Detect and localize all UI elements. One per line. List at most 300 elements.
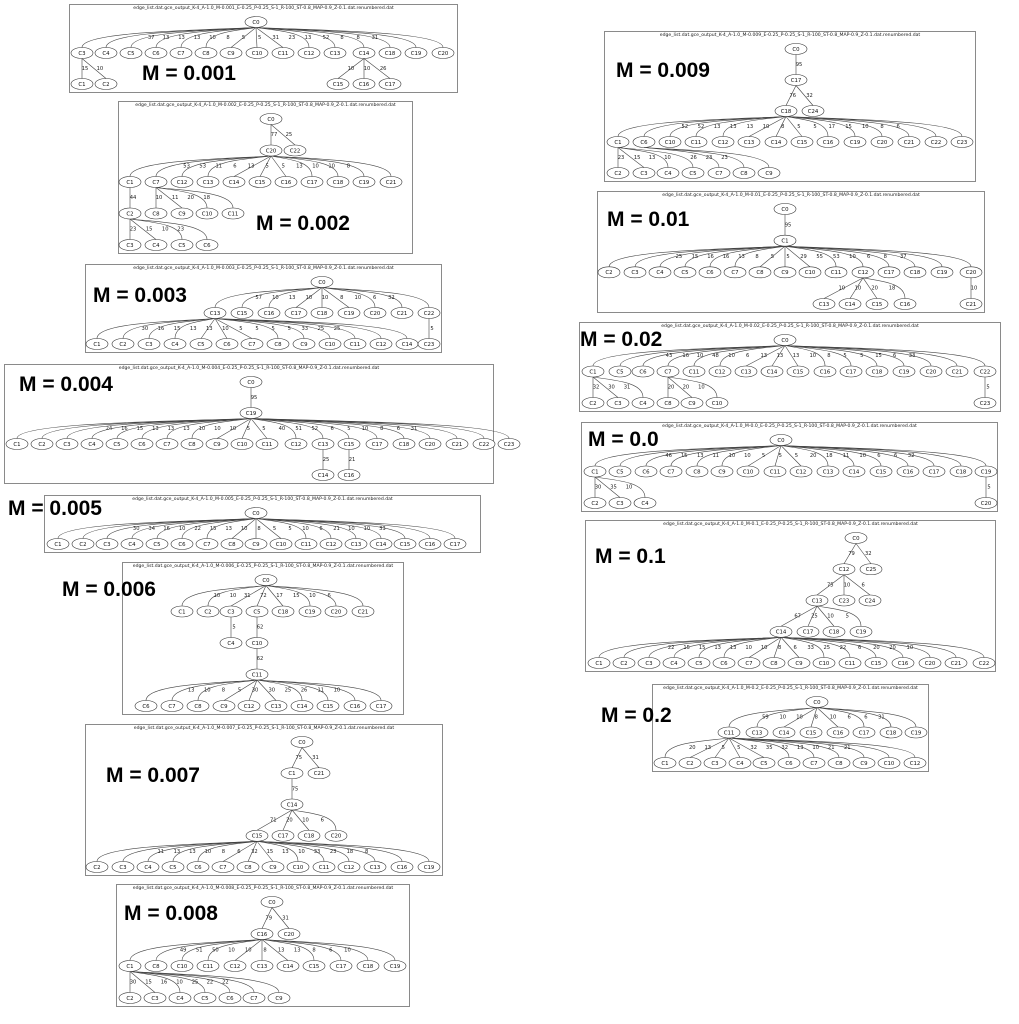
edge xyxy=(256,28,257,48)
svg-text:C3: C3 xyxy=(119,864,127,871)
edge-weight-label: 5 xyxy=(797,123,801,130)
edge-weight-label: 10 xyxy=(363,525,371,532)
community-node-c18 xyxy=(311,308,333,319)
svg-text:C15: C15 xyxy=(870,660,882,667)
edge-weight-label: 13 xyxy=(792,353,800,360)
edge-weight-label: 6 xyxy=(896,123,900,130)
community-node-c14 xyxy=(396,339,418,350)
svg-text:C18: C18 xyxy=(316,310,328,317)
edge-weight-label: 13 xyxy=(162,34,170,41)
edge-weight-label: 40 xyxy=(278,425,286,432)
edge-weight-label: 10 xyxy=(809,353,817,360)
svg-text:C20: C20 xyxy=(369,310,381,317)
svg-text:C0: C0 xyxy=(781,206,789,213)
community-node-c2 xyxy=(584,498,606,509)
edge-weight-label: 25 xyxy=(823,644,831,651)
svg-text:C11: C11 xyxy=(277,50,289,57)
svg-text:C5: C5 xyxy=(681,270,689,277)
community-node-c1 xyxy=(119,177,141,188)
community-node-c3 xyxy=(624,267,646,278)
svg-text:C17: C17 xyxy=(371,441,383,448)
edge xyxy=(863,278,905,299)
edge-weight-label: 20 xyxy=(667,384,675,391)
svg-text:C15: C15 xyxy=(254,179,266,186)
community-node-c19 xyxy=(405,48,427,59)
community-node-c2 xyxy=(72,539,94,550)
edge xyxy=(595,477,645,498)
edge-weight-label: 35 xyxy=(610,484,617,491)
community-node-c3 xyxy=(119,240,141,251)
edge-weight-label: 16 xyxy=(707,253,714,260)
svg-text:C14: C14 xyxy=(778,730,790,737)
edge-weight-label: 30 xyxy=(141,325,149,332)
edge-weight-label: 5 xyxy=(860,353,864,360)
svg-text:C16: C16 xyxy=(822,139,834,146)
community-node-c6 xyxy=(131,439,153,450)
tree-panel-m0003 xyxy=(85,264,442,353)
community-node-c4 xyxy=(729,758,751,769)
edge-weight-label: 24 xyxy=(105,425,113,432)
community-node-c3 xyxy=(638,658,660,669)
svg-text:C2: C2 xyxy=(126,211,134,218)
svg-text:C14: C14 xyxy=(844,301,856,308)
community-node-c2 xyxy=(31,439,53,450)
svg-text:C2: C2 xyxy=(686,760,694,767)
edge-weight-label: 10 xyxy=(970,285,978,292)
community-node-c6 xyxy=(699,267,721,278)
edge xyxy=(668,377,717,398)
edge-weight-label: 51 xyxy=(195,947,203,954)
edge xyxy=(786,117,828,137)
community-node-c3 xyxy=(220,606,242,617)
svg-text:C23: C23 xyxy=(956,139,968,146)
edge-weight-label: 10 xyxy=(829,714,837,721)
community-node-c12 xyxy=(224,961,246,972)
svg-text:C15: C15 xyxy=(871,301,883,308)
community-node-c8 xyxy=(828,758,850,769)
community-node-c8 xyxy=(749,267,771,278)
panel-file-title: edge_list.dat.gce_output_K-4_A-1.0_M-0.001_E-0.25_P-0.25_S-1_R-100_ST-0.8_MAP-0.9_Z-0.1.dat.renumbered.dat xyxy=(133,6,394,11)
community-node-c13 xyxy=(251,961,273,972)
community-node-c16 xyxy=(258,308,280,319)
community-node-c19 xyxy=(931,267,953,278)
community-node-c9 xyxy=(206,439,228,450)
community-node-c14 xyxy=(761,366,783,377)
edge-weight-label: 13 xyxy=(178,34,185,41)
community-node-c7 xyxy=(145,177,167,188)
community-node-c18 xyxy=(775,106,797,117)
edge-weight-label: 5 xyxy=(272,525,277,532)
svg-text:C8: C8 xyxy=(188,441,196,448)
edge-weight-label: 13 xyxy=(225,525,232,532)
svg-text:C9: C9 xyxy=(688,400,696,407)
edge-weight-label: 10 xyxy=(363,65,371,72)
svg-text:C10: C10 xyxy=(883,760,895,767)
community-node-c1 xyxy=(6,439,28,450)
edge-weight-label: 59 xyxy=(762,714,769,721)
svg-text:C20: C20 xyxy=(925,369,937,376)
community-node-c20 xyxy=(260,145,282,156)
edge-weight-label: 23 xyxy=(329,848,337,855)
community-node-c12 xyxy=(790,466,812,477)
panel-file-title: edge_list.dat.gce_output_K-4_A-1.0_M-0.01_E-0.25_P-0.25_S-1_R-100_ST-0.8_MAP-0.9_Z-0.1.dat.renumbered.dat xyxy=(662,193,920,198)
svg-text:C2: C2 xyxy=(93,864,101,871)
svg-text:C16: C16 xyxy=(343,472,355,479)
svg-text:C6: C6 xyxy=(706,270,714,277)
community-node-c22 xyxy=(974,366,996,377)
community-node-c3 xyxy=(633,168,655,179)
community-node-c8 xyxy=(181,439,203,450)
svg-text:C13: C13 xyxy=(329,50,341,57)
edge-weight-label: 5 xyxy=(347,425,351,432)
community-node-c12 xyxy=(285,439,307,450)
community-node-c4 xyxy=(657,168,679,179)
community-node-c9 xyxy=(268,993,290,1004)
edge-weight-label: 15 xyxy=(698,644,706,651)
edge-weight-label: 13 xyxy=(704,745,712,752)
svg-text:C16: C16 xyxy=(349,703,361,710)
community-node-c6 xyxy=(219,993,241,1004)
edge-weight-label: 16 xyxy=(163,525,170,532)
community-node-c16 xyxy=(814,366,836,377)
edge-weight-label: 23 xyxy=(129,226,137,233)
svg-text:C9: C9 xyxy=(227,50,235,57)
svg-text:C14: C14 xyxy=(296,703,308,710)
edge-weight-label: 5 xyxy=(257,34,262,41)
community-node-c21 xyxy=(898,137,920,148)
edge-weight-label: 10 xyxy=(348,525,355,532)
community-node-c19 xyxy=(299,606,321,617)
panel-file-title: edge_list.dat.gce_output_K-4_A-1.0_M-0.008_E-0.25_P-0.25_S-1_R-100_ST-0.8_MAP-0.9_Z-0.1.dat.renumbered.dat xyxy=(132,886,394,891)
community-node-c11 xyxy=(313,862,335,873)
community-node-c6 xyxy=(135,701,157,712)
edge-weight-label: 21 xyxy=(844,745,851,752)
edge xyxy=(618,148,668,168)
svg-text:C23: C23 xyxy=(838,598,850,605)
svg-text:C11: C11 xyxy=(227,211,239,218)
community-node-c15 xyxy=(394,539,416,550)
edge xyxy=(130,219,185,240)
svg-text:C21: C21 xyxy=(357,609,369,616)
svg-text:C20: C20 xyxy=(283,931,295,938)
panel-file-title: edge_list.dat.gce_output_K-4_A-1.0_M-0.2_E-0.25_P-0.25_S-1_R-100_ST-0.8_MAP-0.9_Z-0.1.dat.renumbered.dat xyxy=(663,686,918,691)
edge-weight-label: 10 xyxy=(812,745,820,752)
svg-text:C3: C3 xyxy=(103,541,111,548)
community-node-c15 xyxy=(866,299,888,310)
community-node-c5 xyxy=(674,267,696,278)
community-node-c9 xyxy=(220,48,242,59)
edge-weight-label: 52 xyxy=(697,123,705,130)
community-node-c17 xyxy=(330,961,352,972)
svg-text:C19: C19 xyxy=(410,50,422,57)
community-node-c20 xyxy=(960,267,982,278)
edge-weight-label: 10 xyxy=(344,947,351,954)
edge-weight-label: 8 xyxy=(221,687,226,694)
svg-text:C2: C2 xyxy=(614,170,622,177)
edge-weight-label: 13 xyxy=(293,947,301,954)
edge-weight-label: 6 xyxy=(857,644,862,651)
svg-text:C18: C18 xyxy=(398,441,410,448)
svg-text:C9: C9 xyxy=(795,660,803,667)
edge-weight-label: 18 xyxy=(203,195,211,202)
community-node-c18 xyxy=(272,606,294,617)
community-node-c7 xyxy=(161,701,183,712)
edge-weight-label: 32 xyxy=(251,848,258,855)
community-node-c17 xyxy=(379,79,401,90)
community-node-c22 xyxy=(284,145,306,156)
svg-text:C15: C15 xyxy=(343,441,355,448)
svg-text:C6: C6 xyxy=(152,50,160,57)
edge-weight-label: 25 xyxy=(675,253,683,260)
community-node-c8 xyxy=(267,339,289,350)
community-node-c6 xyxy=(778,758,800,769)
tree-graph xyxy=(123,563,405,716)
svg-text:C15: C15 xyxy=(805,730,817,737)
tree-graph xyxy=(45,496,482,554)
edge-weight-label: 22 xyxy=(206,979,214,986)
svg-text:C4: C4 xyxy=(152,242,160,249)
edge-weight-label: 33 xyxy=(908,353,916,360)
edge-weight-label: 5 xyxy=(265,163,269,170)
edge-weight-label: 10 xyxy=(333,687,341,694)
community-node-c4 xyxy=(169,993,191,1004)
edge-weight-label: 11 xyxy=(712,453,720,460)
svg-text:C6: C6 xyxy=(226,995,234,1002)
community-node-c3 xyxy=(704,758,726,769)
community-node-c11 xyxy=(197,961,219,972)
edge xyxy=(785,246,971,267)
svg-text:C10: C10 xyxy=(201,211,213,218)
edge-weight-label: 13 xyxy=(304,34,312,41)
edge-weight-label: 15 xyxy=(691,253,699,260)
svg-text:C16: C16 xyxy=(832,730,844,737)
svg-text:C14: C14 xyxy=(286,802,298,809)
edge-weight-label: 13 xyxy=(183,425,190,432)
svg-text:C1: C1 xyxy=(781,238,789,245)
edge-weight-label: 32 xyxy=(907,453,915,460)
edge-weight-label: 5 xyxy=(430,325,434,332)
community-node-c5 xyxy=(753,758,775,769)
edge-weight-label: 10 xyxy=(698,384,705,391)
edge-weight-label: 10 xyxy=(843,582,851,589)
community-node-c15 xyxy=(327,79,349,90)
community-node-c1 xyxy=(584,466,606,477)
edge-weight-label: 15 xyxy=(292,593,300,600)
svg-text:C8: C8 xyxy=(152,963,160,970)
svg-text:C0: C0 xyxy=(777,437,785,444)
edge-weight-label: 26 xyxy=(300,687,308,694)
edge-weight-label: 10 xyxy=(214,425,221,432)
svg-text:C9: C9 xyxy=(178,211,186,218)
svg-text:C21: C21 xyxy=(385,179,397,186)
community-node-c17 xyxy=(444,539,466,550)
community-node-c8 xyxy=(686,466,708,477)
edge-weight-label: 6 xyxy=(861,582,865,589)
svg-text:C6: C6 xyxy=(138,441,146,448)
svg-text:C20: C20 xyxy=(424,441,436,448)
m-value-label: M = 0.003 xyxy=(93,284,187,307)
community-node-c18 xyxy=(823,626,845,637)
edge-weight-label: 30 xyxy=(129,979,137,986)
community-node-c23 xyxy=(951,137,973,148)
community-node-c9 xyxy=(213,701,235,712)
edge-weight-label: 8 xyxy=(778,644,782,651)
edge-weight-label: 10 xyxy=(354,294,362,301)
community-node-c16 xyxy=(419,539,441,550)
edge-weight-label: 62 xyxy=(256,656,264,663)
svg-text:C7: C7 xyxy=(731,270,739,277)
community-node-c21 xyxy=(945,658,967,669)
community-node-c20 xyxy=(920,366,942,377)
svg-text:C1: C1 xyxy=(595,660,603,667)
svg-text:C9: C9 xyxy=(765,170,773,177)
community-node-c12 xyxy=(171,177,193,188)
svg-text:C11: C11 xyxy=(690,139,702,146)
svg-text:C8: C8 xyxy=(770,660,778,667)
svg-text:C16: C16 xyxy=(263,310,275,317)
community-node-c0 xyxy=(845,533,867,544)
community-node-c21 xyxy=(308,768,330,779)
svg-text:C20: C20 xyxy=(265,148,277,155)
m-value-label: M = 0.001 xyxy=(142,62,236,85)
edge-weight-label: 6 xyxy=(893,453,898,460)
svg-text:C20: C20 xyxy=(330,609,342,616)
svg-text:C5: C5 xyxy=(169,864,177,871)
community-node-c16 xyxy=(391,862,413,873)
svg-text:C17: C17 xyxy=(335,963,347,970)
edge-weight-label: 22 xyxy=(194,525,201,532)
community-node-c12 xyxy=(298,48,320,59)
svg-text:C5: C5 xyxy=(616,469,624,476)
edge-weight-label: 44 xyxy=(129,195,137,202)
edge-weight-label: 5 xyxy=(845,613,849,620)
edge-weight-label: 5 xyxy=(770,253,775,260)
svg-text:C13: C13 xyxy=(350,541,362,548)
svg-text:C1: C1 xyxy=(126,179,134,186)
edge-weight-label: 10 xyxy=(272,294,279,301)
svg-text:C19: C19 xyxy=(855,629,867,636)
svg-text:C16: C16 xyxy=(819,369,831,376)
community-node-c1 xyxy=(588,658,610,669)
edge-weight-label: 6 xyxy=(330,425,334,432)
m-value-label: M = 0.01 xyxy=(607,208,690,231)
svg-text:C0: C0 xyxy=(852,535,860,542)
svg-text:C11: C11 xyxy=(202,963,214,970)
tree-panel-m01 xyxy=(585,520,996,672)
community-node-c13 xyxy=(817,466,839,477)
svg-text:C18: C18 xyxy=(955,469,967,476)
svg-text:C13: C13 xyxy=(740,369,752,376)
edge-weight-label: 10 xyxy=(744,453,751,460)
community-node-c9 xyxy=(853,758,875,769)
community-node-c4 xyxy=(634,498,656,509)
svg-text:C11: C11 xyxy=(300,541,312,548)
community-node-c15 xyxy=(249,177,271,188)
edge-weight-label: 8 xyxy=(755,253,759,260)
community-node-c3 xyxy=(56,439,78,450)
edge-weight-label: 22 xyxy=(667,644,675,651)
community-node-c6 xyxy=(632,366,654,377)
edge-weight-label: 8 xyxy=(340,34,344,41)
edge-weight-label: 6 xyxy=(327,593,331,600)
svg-text:C6: C6 xyxy=(642,469,650,476)
edge-weight-label: 11 xyxy=(317,687,325,694)
community-node-c5 xyxy=(146,539,168,550)
edge-weight-label: 22 xyxy=(839,644,847,651)
community-node-c13 xyxy=(324,48,346,59)
community-node-c8 xyxy=(657,398,679,409)
svg-text:C0: C0 xyxy=(792,46,800,53)
svg-text:C10: C10 xyxy=(176,963,188,970)
tree-graph xyxy=(653,685,930,773)
tree-panel-m0001 xyxy=(69,4,458,93)
community-node-c18 xyxy=(327,177,349,188)
community-node-c9 xyxy=(245,539,267,550)
node-layer xyxy=(654,697,927,769)
svg-text:C7: C7 xyxy=(664,369,672,376)
tree-panel-m0007 xyxy=(85,724,443,876)
edge-weight-label: 77 xyxy=(270,132,278,139)
svg-text:C7: C7 xyxy=(163,441,171,448)
svg-text:C2: C2 xyxy=(102,81,110,88)
community-node-c18 xyxy=(393,439,415,450)
svg-text:C11: C11 xyxy=(723,730,735,737)
edge-weight-label: 10 xyxy=(204,848,212,855)
edge-weight-label: 13 xyxy=(296,163,303,170)
community-node-c2 xyxy=(607,168,629,179)
community-node-c18 xyxy=(357,961,379,972)
community-node-c19 xyxy=(240,408,262,419)
svg-text:C9: C9 xyxy=(860,760,868,767)
panel-file-title: edge_list.dat.gce_output_K-4_A-1.0_M-0.007_E-0.25_P-0.25_S-1_R-100_ST-0.8_MAP-0.9_Z-0.1.dat.renumbered.dat xyxy=(133,726,395,731)
community-node-c20 xyxy=(325,606,347,617)
svg-text:C3: C3 xyxy=(711,760,719,767)
svg-text:C20: C20 xyxy=(965,270,977,277)
edge-weight-label: 5 xyxy=(262,425,266,432)
tree-panel-m0006 xyxy=(122,562,404,715)
edge xyxy=(785,346,825,367)
svg-text:C24: C24 xyxy=(864,598,876,605)
edge-weight-label: 72 xyxy=(260,593,267,600)
community-node-c21 xyxy=(380,177,402,188)
edge-weight-label: 10 xyxy=(228,947,235,954)
edge-weight-label: 23 xyxy=(705,154,713,161)
svg-text:C12: C12 xyxy=(325,541,337,548)
svg-text:C4: C4 xyxy=(128,541,136,548)
svg-text:C11: C11 xyxy=(844,660,856,667)
svg-text:C10: C10 xyxy=(711,400,723,407)
svg-text:C7: C7 xyxy=(152,179,160,186)
tree-panel-m0009 xyxy=(604,31,976,182)
svg-text:C17: C17 xyxy=(384,81,396,88)
svg-text:C0: C0 xyxy=(262,577,270,584)
svg-text:C17: C17 xyxy=(802,629,814,636)
svg-text:C4: C4 xyxy=(88,441,96,448)
edge-weight-label: 35 xyxy=(765,745,773,752)
node-layer xyxy=(71,17,454,90)
edge-weight-label: 20 xyxy=(809,453,817,460)
edge-weight-label: 71 xyxy=(269,817,277,824)
edge-weight-label: 95 xyxy=(784,222,792,229)
svg-text:C5: C5 xyxy=(616,369,624,376)
community-node-c8 xyxy=(237,862,259,873)
community-node-c13 xyxy=(364,862,386,873)
edge-weight-label: 31 xyxy=(410,425,418,432)
svg-text:C16: C16 xyxy=(897,660,909,667)
svg-text:C0: C0 xyxy=(252,19,260,26)
community-node-c11 xyxy=(246,669,268,680)
svg-text:C6: C6 xyxy=(785,760,793,767)
